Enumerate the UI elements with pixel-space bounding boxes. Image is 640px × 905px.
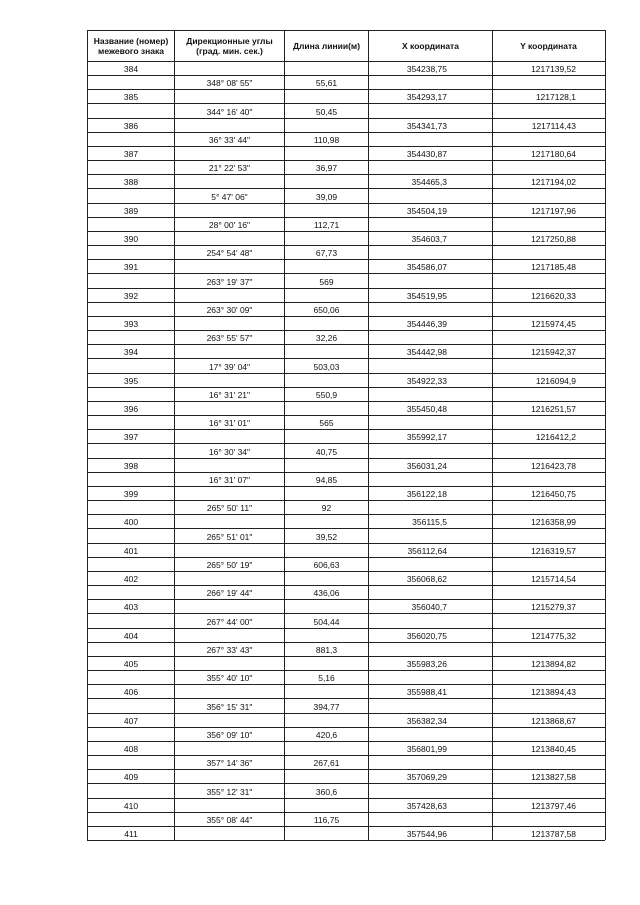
point-x: 354504,19 xyxy=(406,206,447,216)
row-line xyxy=(87,613,605,614)
point-y: 1217139,52 xyxy=(531,64,576,74)
point-x: 356115,5 xyxy=(412,517,447,527)
row-line xyxy=(87,798,605,799)
row-line xyxy=(87,344,605,345)
point-x: 356068,62 xyxy=(406,574,447,584)
row-line xyxy=(87,217,605,218)
row-line xyxy=(87,61,605,62)
line-length: 394,77 xyxy=(313,702,340,712)
line-angle: 348° 08' 55" xyxy=(206,78,253,88)
point-name: 387 xyxy=(123,149,139,159)
line-angle: 357° 14' 36" xyxy=(206,758,253,768)
point-name: 398 xyxy=(123,461,139,471)
point-x: 354341,73 xyxy=(406,121,447,131)
line-angle: 16° 31' 21" xyxy=(208,390,251,400)
row-line xyxy=(87,30,605,31)
line-length: 116,75 xyxy=(313,815,340,825)
row-line xyxy=(87,713,605,714)
point-name: 400 xyxy=(123,517,139,527)
row-line xyxy=(87,628,605,629)
row-line xyxy=(87,670,605,671)
line-length: 267,61 xyxy=(313,758,340,768)
point-y: 1216358,99 xyxy=(531,517,576,527)
row-line xyxy=(87,500,605,501)
point-y: 1216620,33 xyxy=(531,291,576,301)
row-line xyxy=(87,543,605,544)
line-length: 420,6 xyxy=(315,730,338,740)
line-angle: 16° 31' 01" xyxy=(208,418,251,428)
row-line xyxy=(87,486,605,487)
point-name: 399 xyxy=(123,489,139,499)
point-name: 397 xyxy=(123,432,139,442)
row-line xyxy=(87,741,605,742)
point-x: 354922,33 xyxy=(406,376,447,386)
row-line xyxy=(87,514,605,515)
row-line xyxy=(87,769,605,770)
row-line xyxy=(87,826,605,827)
row-line xyxy=(87,557,605,558)
row-line xyxy=(87,89,605,90)
line-length: 5,16 xyxy=(318,673,335,683)
row-line xyxy=(87,302,605,303)
point-name: 395 xyxy=(123,376,139,386)
point-x: 354446,39 xyxy=(406,319,447,329)
header-y: Y координата xyxy=(520,41,577,51)
row-line xyxy=(87,812,605,813)
line-angle: 265° 51' 01" xyxy=(206,532,253,542)
line-angle: 21° 22' 53" xyxy=(208,163,251,173)
line-length: 32,26 xyxy=(315,333,338,343)
row-line xyxy=(87,599,605,600)
line-length: 39,09 xyxy=(315,192,338,202)
row-line xyxy=(87,429,605,430)
point-x: 356020,75 xyxy=(406,631,447,641)
line-angle: 254° 54' 48" xyxy=(206,248,253,258)
point-x: 356122,18 xyxy=(406,489,447,499)
line-angle: 267° 44' 00" xyxy=(206,617,253,627)
row-line xyxy=(87,840,605,841)
point-name: 407 xyxy=(123,716,139,726)
point-name: 390 xyxy=(123,234,139,244)
line-length: 39,52 xyxy=(315,532,338,542)
point-x: 356801,99 xyxy=(406,744,447,754)
line-angle: 265° 50' 19" xyxy=(206,560,253,570)
point-name: 389 xyxy=(123,206,139,216)
point-x: 355988,41 xyxy=(406,687,447,697)
row-line xyxy=(87,316,605,317)
line-length: 606,63 xyxy=(313,560,340,570)
point-name: 384 xyxy=(123,64,139,74)
row-line xyxy=(87,755,605,756)
point-x: 354430,87 xyxy=(406,149,447,159)
line-angle: 28° 00' 16" xyxy=(208,220,251,230)
line-angle: 36° 33' 44" xyxy=(208,135,251,145)
line-length: 67,73 xyxy=(315,248,338,258)
point-name: 394 xyxy=(123,347,139,357)
point-y: 1213894,43 xyxy=(531,687,576,697)
row-line xyxy=(87,401,605,402)
header-length: Длина линии(м) xyxy=(292,41,361,51)
column-line xyxy=(605,30,606,840)
point-x: 354442,98 xyxy=(406,347,447,357)
line-length: 94,85 xyxy=(315,475,338,485)
point-y: 1216251,57 xyxy=(531,404,576,414)
column-line xyxy=(284,30,285,840)
row-line xyxy=(87,373,605,374)
point-y: 1216319,57 xyxy=(531,546,576,556)
row-line xyxy=(87,259,605,260)
point-y: 1217194,02 xyxy=(531,177,576,187)
point-y: 1217197,96 xyxy=(531,206,576,216)
line-length: 504,44 xyxy=(313,617,340,627)
line-length: 503,03 xyxy=(313,362,340,372)
row-line xyxy=(87,642,605,643)
point-x: 354293,17 xyxy=(406,92,447,102)
header-x: X координата xyxy=(402,41,459,51)
point-name: 393 xyxy=(123,319,139,329)
point-y: 1213868,67 xyxy=(531,716,576,726)
row-line xyxy=(87,160,605,161)
point-y: 1216412,2 xyxy=(535,432,576,442)
point-y: 1213797,46 xyxy=(531,801,576,811)
point-y: 1214775,32 xyxy=(531,631,576,641)
point-y: 1215974,45 xyxy=(531,319,576,329)
point-name: 410 xyxy=(123,801,139,811)
point-name: 396 xyxy=(123,404,139,414)
point-y: 1217180,64 xyxy=(531,149,576,159)
row-line xyxy=(87,727,605,728)
point-name: 385 xyxy=(123,92,139,102)
row-line xyxy=(87,528,605,529)
line-angle: 263° 30' 09" xyxy=(206,305,253,315)
point-x: 355983,26 xyxy=(406,659,447,669)
line-angle: 263° 19' 37" xyxy=(206,277,253,287)
row-line xyxy=(87,684,605,685)
point-y: 1213787,58 xyxy=(531,829,576,839)
line-length: 881,3 xyxy=(315,645,338,655)
point-y: 1217128,1 xyxy=(535,92,576,102)
line-angle: 356° 15' 31" xyxy=(206,702,253,712)
point-y: 1215942,37 xyxy=(531,347,576,357)
line-length: 112,71 xyxy=(313,220,340,230)
row-line xyxy=(87,656,605,657)
point-x: 354238,75 xyxy=(406,64,447,74)
point-x: 356382,34 xyxy=(406,716,447,726)
line-angle: 16° 31' 07" xyxy=(208,475,251,485)
line-angle: 263° 55' 57" xyxy=(206,333,253,343)
line-length: 550,9 xyxy=(315,390,338,400)
line-length: 36,97 xyxy=(315,163,338,173)
row-line xyxy=(87,231,605,232)
line-angle: 17° 39' 04" xyxy=(208,362,251,372)
row-line xyxy=(87,103,605,104)
line-angle: 344° 16' 40" xyxy=(206,107,253,117)
point-y: 1213827,58 xyxy=(531,772,576,782)
point-name: 402 xyxy=(123,574,139,584)
row-line xyxy=(87,146,605,147)
header-name: Название (номер) межевого знака xyxy=(93,36,169,56)
point-x: 354586,07 xyxy=(406,262,447,272)
point-name: 409 xyxy=(123,772,139,782)
row-line xyxy=(87,132,605,133)
point-y: 1217185,48 xyxy=(531,262,576,272)
point-x: 356040,7 xyxy=(411,602,447,612)
row-line xyxy=(87,443,605,444)
point-y: 1216423,78 xyxy=(531,461,576,471)
point-name: 388 xyxy=(123,177,139,187)
line-length: 92 xyxy=(321,503,332,513)
point-name: 405 xyxy=(123,659,139,669)
point-y: 1215279,37 xyxy=(531,602,576,612)
row-line xyxy=(87,188,605,189)
line-angle: 5° 47' 06" xyxy=(211,192,248,202)
line-length: 360,6 xyxy=(315,787,338,797)
point-x: 354465,3 xyxy=(411,177,447,187)
column-line xyxy=(174,30,175,840)
line-angle: 265° 50' 11" xyxy=(206,503,253,513)
point-x: 357544,96 xyxy=(406,829,447,839)
line-length: 110,98 xyxy=(313,135,340,145)
row-line xyxy=(87,273,605,274)
line-length: 436,06 xyxy=(313,588,340,598)
line-length: 565 xyxy=(319,418,334,428)
point-name: 408 xyxy=(123,744,139,754)
point-y: 1217114,43 xyxy=(531,121,576,131)
row-line xyxy=(87,783,605,784)
line-angle: 355° 40' 10" xyxy=(206,673,253,683)
point-name: 391 xyxy=(123,262,139,272)
line-angle: 356° 09' 10" xyxy=(206,730,253,740)
row-line xyxy=(87,472,605,473)
line-length: 650,06 xyxy=(313,305,340,315)
point-x: 354603,7 xyxy=(411,234,447,244)
line-angle: 267° 33' 43" xyxy=(206,645,253,655)
row-line xyxy=(87,118,605,119)
point-name: 392 xyxy=(123,291,139,301)
point-x: 354519,95 xyxy=(406,291,447,301)
point-x: 357428,63 xyxy=(406,801,447,811)
row-line xyxy=(87,358,605,359)
point-name: 404 xyxy=(123,631,139,641)
point-y: 1217250,88 xyxy=(531,234,576,244)
row-line xyxy=(87,387,605,388)
point-name: 411 xyxy=(124,829,138,839)
point-y: 1216094,9 xyxy=(535,376,576,386)
line-angle: 355° 12' 31" xyxy=(206,787,253,797)
header-angle: Дирекционные углы (град. мин. сек.) xyxy=(186,36,273,56)
line-angle: 16° 30' 34" xyxy=(208,447,251,457)
point-x: 357069,29 xyxy=(406,772,447,782)
row-line xyxy=(87,585,605,586)
line-angle: 355° 08' 44" xyxy=(206,815,253,825)
point-x: 355992,17 xyxy=(406,432,447,442)
point-name: 403 xyxy=(123,602,139,612)
line-length: 55,61 xyxy=(315,78,338,88)
row-line xyxy=(87,288,605,289)
point-x: 356031,24 xyxy=(406,461,447,471)
row-line xyxy=(87,174,605,175)
line-angle: 266° 19' 44" xyxy=(206,588,253,598)
line-length: 569 xyxy=(319,277,334,287)
point-y: 1213840,45 xyxy=(531,744,576,754)
row-line xyxy=(87,245,605,246)
point-x: 356112,64 xyxy=(407,546,447,556)
point-x: 355450,48 xyxy=(406,404,447,414)
point-name: 386 xyxy=(123,121,139,131)
point-name: 401 xyxy=(123,546,139,556)
point-y: 1216450,75 xyxy=(531,489,576,499)
row-line xyxy=(87,458,605,459)
row-line xyxy=(87,330,605,331)
point-name: 406 xyxy=(123,687,139,697)
row-line xyxy=(87,203,605,204)
point-y: 1213894,82 xyxy=(531,659,576,669)
row-line xyxy=(87,415,605,416)
row-line xyxy=(87,75,605,76)
line-length: 40,75 xyxy=(315,447,338,457)
line-length: 50,45 xyxy=(315,107,338,117)
point-y: 1215714,54 xyxy=(531,574,576,584)
row-line xyxy=(87,571,605,572)
row-line xyxy=(87,698,605,699)
